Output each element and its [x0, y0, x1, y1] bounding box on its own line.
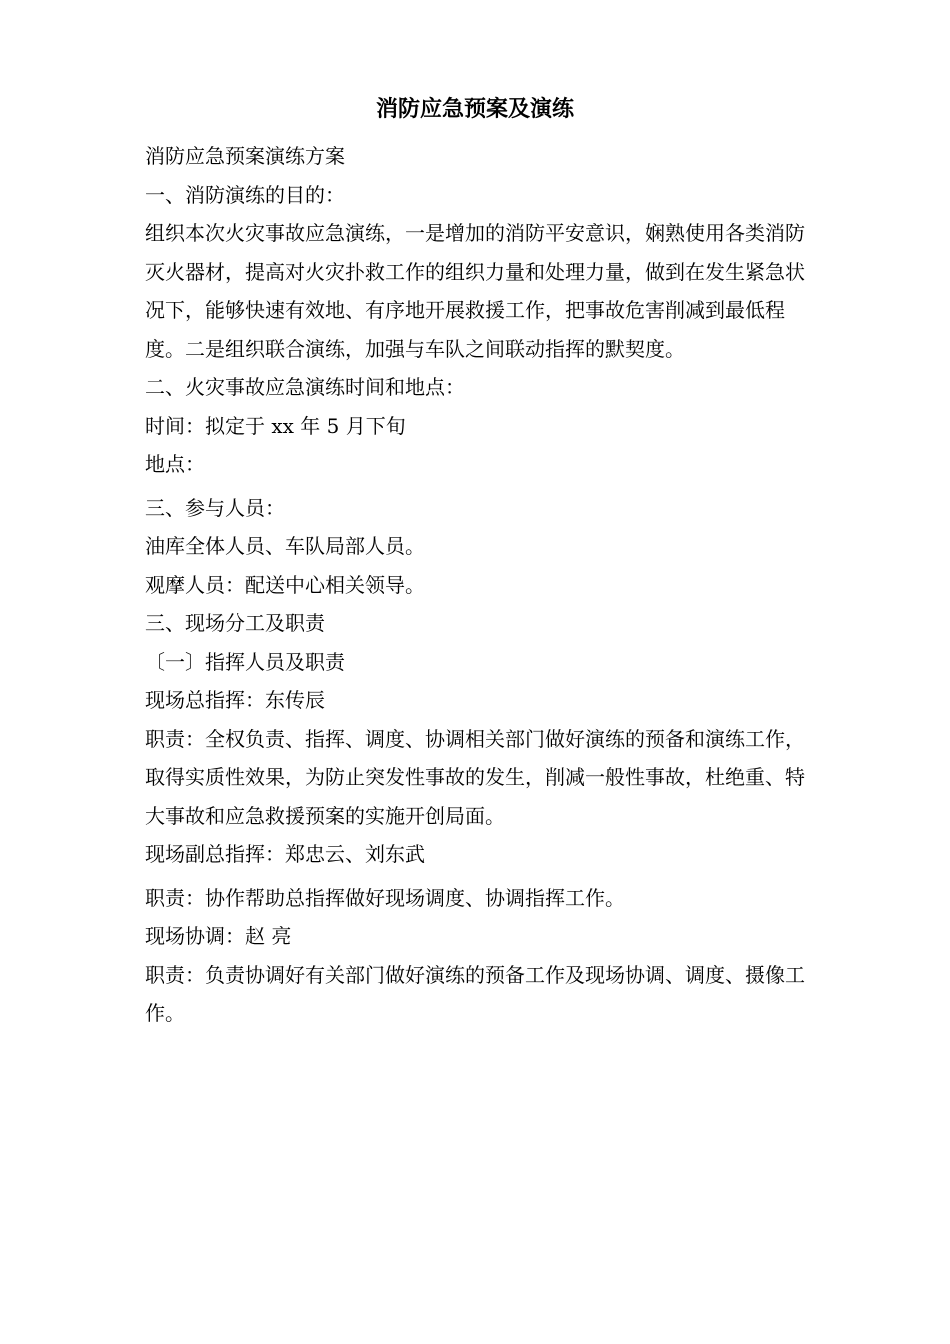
paragraph-place: 地点：: [145, 452, 205, 476]
subsection-heading-command: 〔一〕指挥人员及职责: [145, 649, 345, 674]
paragraph-coordinator-duties: 职责：负责协调好有关部门做好演练的预备工作及现场协调、调度、摄像工作。: [145, 962, 805, 1025]
paragraph-purpose: 组织本次火灾事故应急演练，一是增加的消防平安意识，娴熟使用各类消防灭火器材，提高对火灾扑救工作的组织力量和处理力量，做到在发生紧急状况下，能够快速有效地、有序地开展救援工作，把事故危害削减到最低程度。二是组织联合演练，加强与车队之间联动指挥的默契度。: [145, 221, 805, 361]
paragraph-participants: 油库全体人员、车队局部人员。: [145, 534, 425, 558]
section-heading-participants: 三、参与人员：: [145, 495, 285, 520]
plan-subtitle: 消防应急预案演练方案: [145, 144, 345, 168]
paragraph-chief-duties: 职责：全权负责、指挥、调度、协调相关部门做好演练的预备和演练工作，取得实质性效果，为防止突发性事故的发生，削减一般性事故，杜绝重、特大事故和应急救援预案的实施开创局面。: [145, 726, 805, 828]
paragraph-deputy-commander: 现场副总指挥：郑忠云、刘东武: [145, 842, 425, 866]
paragraph-chief-commander: 现场总指挥：东传辰: [145, 688, 325, 712]
section-heading-division: 三、现场分工及职责: [145, 611, 325, 635]
document-title: 消防应急预案及演练: [375, 97, 574, 122]
paragraph-coordinator: 现场协调：赵 亮: [145, 924, 292, 948]
paragraph-observers: 观摩人员：配送中心相关领导。: [145, 572, 425, 597]
paragraph-deputy-duties: 职责：协作帮助总指挥做好现场调度、协调指挥工作。: [145, 885, 625, 910]
paragraph-time: 时间：拟定于 xx 年 5 月下旬: [145, 413, 406, 438]
section-heading-purpose: 一、消防演练的目的：: [145, 182, 345, 207]
document-body: [145, 137, 805, 1033]
section-heading-time-place: 二、火灾事故应急演练时间和地点：: [145, 375, 465, 399]
